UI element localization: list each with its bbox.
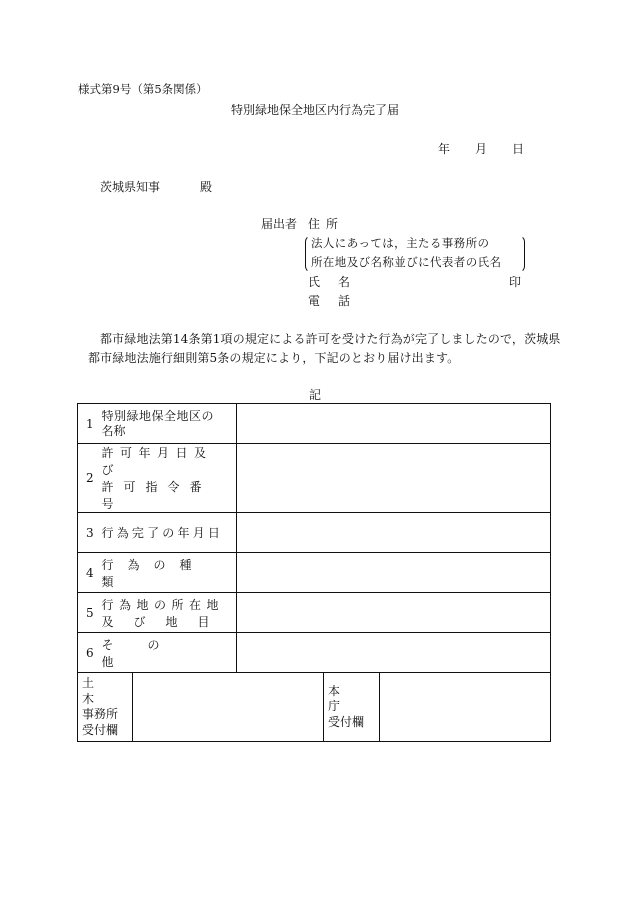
item-label-line2: 許可指令番号 (101, 480, 212, 511)
notifier-label: 届出者 (261, 217, 298, 231)
phone-label: 電話 (308, 294, 369, 308)
item-label-line1: 行為完了の年月日 (101, 526, 224, 540)
receipt-left-field[interactable] (133, 673, 324, 742)
item-value-field[interactable] (237, 553, 551, 593)
item-label-line1: 特別緑地保全地区の (101, 409, 215, 424)
table-row (78, 633, 551, 673)
receipt-right-line2: 受付欄 (328, 714, 365, 729)
receipt-right-line1: 本庁 (328, 683, 355, 714)
receipt-right-label (324, 673, 380, 742)
receipt-left-line1: 土木 (82, 676, 109, 706)
note-line-1: 法人にあっては，主たる事務所の (311, 236, 490, 250)
item-number: 5 (78, 593, 102, 633)
item-value-field[interactable] (237, 444, 551, 513)
item-value-field[interactable] (237, 633, 551, 673)
table-row (78, 593, 551, 633)
table-row (78, 513, 551, 553)
form-number: 様式第9号（第5条関係） (78, 82, 208, 96)
item-number: 4 (78, 553, 102, 593)
item-label-line1: その他 (101, 637, 194, 669)
item-number: 2 (78, 444, 102, 513)
item-label (102, 444, 237, 513)
name-label: 氏名 (308, 275, 369, 289)
item-value-field[interactable] (237, 513, 551, 553)
item-label-line1: 行為地の所在地 (101, 597, 225, 612)
item-value-field[interactable] (237, 593, 551, 633)
item-number: 3 (78, 513, 102, 553)
addressee-honorific: 殿 (200, 180, 213, 194)
item-label-line2: 及び地目 (101, 614, 230, 629)
item-value-field[interactable] (237, 404, 551, 444)
date-day-label: 日 (512, 142, 525, 156)
date-month-label: 月 (475, 142, 488, 156)
note-line-2: 所在地及び名称並びに代表者の氏名 (311, 255, 502, 269)
items-table (77, 403, 551, 742)
body-line-1: 都市緑地法第14条第1項の規定による許可を受けた行為が完了しましたので，茨城県 (100, 332, 561, 346)
receipt-right-field[interactable] (380, 673, 551, 742)
table-row (78, 404, 551, 444)
item-label (102, 553, 237, 593)
item-label (102, 404, 237, 444)
item-label (102, 513, 237, 553)
receipt-row (78, 673, 551, 742)
addressee (100, 181, 212, 193)
item-label (102, 633, 237, 673)
item-label-line2-text: 名称 (101, 424, 126, 439)
item-label (102, 593, 237, 633)
item-label-line2 (102, 424, 231, 440)
item-label-line1: 行為の種類 (101, 557, 206, 589)
receipt-left-line3: 受付欄 (82, 722, 119, 737)
body-line-2: 都市緑地法施行細則第5条の規定により，下記のとおり届け出ます。 (88, 351, 460, 365)
seal-mark: 印 (509, 275, 522, 289)
form-title: 特別緑地保全地区内行為完了届 (230, 103, 399, 117)
address-label: 住所 (308, 217, 345, 231)
item-number: 1 (78, 404, 102, 444)
receipt-left-label (78, 673, 133, 742)
table-row (78, 553, 551, 593)
addressee-name: 茨城県知事 (100, 180, 161, 194)
table-row (78, 444, 551, 513)
item-label-line1: 許可年月日及び (101, 446, 213, 477)
ki-heading: 記 (308, 388, 321, 402)
date-year-label: 年 (438, 142, 451, 156)
item-number: 6 (78, 633, 102, 673)
receipt-left-line2: 事務所 (82, 707, 119, 722)
